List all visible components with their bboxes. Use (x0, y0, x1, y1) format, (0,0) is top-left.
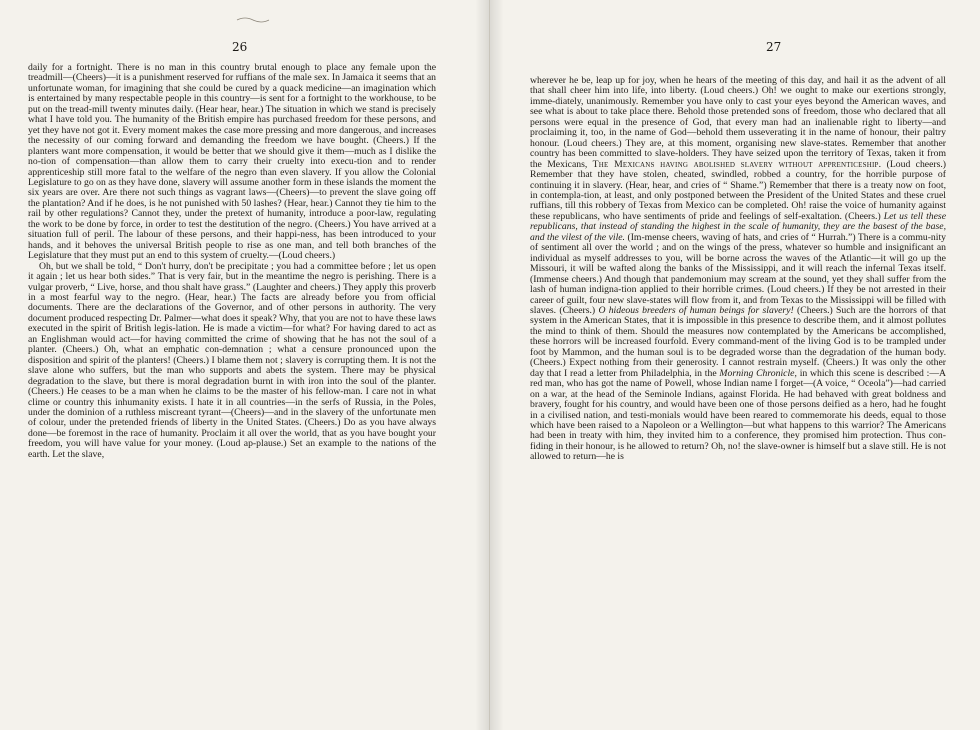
paragraph: daily for a fortnight. There is no man in this country brutal enough to place any female upon the treadmill—(Cheers)—it is a punishment reserved for ruffians of the male sex. In Jamaica it seems that an unfortunate woman, for imagining that she could be cured by a quack medicine—an imagination which is entertained by many respectable people in this country—is sent for a fortnight to the workhouse, to be put on the tread-mill twenty minutes daily. (Hear hear, hear.) The situation in which we stand is precisely what I have told you. The humanity of the British empire has purchased freedom for these persons, and yet they have not got it. Every moment makes the case more pressing and more dangerous, and increases the necessity of our coming forward and demanding the freedom we have bought. (Cheers.) If the planters want more compensation, it would be better that we should give it them—much as I dislike the no-tion of compensation—than allow them to carry their cruelty into execu-tion and to render apprenticeship still more fatal to the welfare of the negro than even slavery. If you allow the Colonial Legislature to go on as they have done, slavery will assume another form in these islands the moment the six years are over. Are there not such things as vagrant laws—(Cheers)—to prevent the slave going off the plantation? And if he does, is he not punished with 50 lashes? (Hear, hear.) Cannot they tie him to the rail by other regulations? Cannot they, under the pretext of humanity, introduce a poor-law, regulating the work to be done by force, in order to test the destitution of the negro. (Cheers.) You have arrived at a situation full of peril. The labour of these persons, and their happi-ness, has been introduced to your hands, and it behoves the universal British people to rise as one man, and tell both branches of the Legislature that they must put an end to this system of cruelty.—(Loud cheers.) (28, 62, 436, 262)
text-run: wherever he be, leap up for joy, when he hears of the meeting of this day, and hail it as the advent of all that shall cheer him into life, into liberty. (Loud cheers.) Oh! we ought to make our exertions strongly, imme-diately, unanimously. Remember you have only to cast your eyes beyond the American waves, and see what is about to take place there. Behold those pretended sons of freedom, those who declared that all persons were equal in the presence of God, that every man had an inalienable right to liberty—and proclaiming it, too, in the name of God—behold them usseverating it in the name of honour, their paltry honour. (Loud cheers.) They are, at this moment, organising new slave-states. Remember that another country has been committed to slave-holders. They have seized upon the territory of Texas, taken it from the Mexicans, (530, 75, 946, 170)
page-number: 26 (232, 40, 248, 54)
small-caps-text: The Mexicans having abolished slavery without apprenticeship. (592, 158, 882, 170)
text-run: in which this scene is described :—A red man, who has got the name of Powell, whose Indian name I forget—(A voice, “ Oceola”)—had carried on a war, at the head of the Seminole Indians, against Florida. He had behaved with great boldness and bravery, fought for his country, and would have been one of those persons deified as a hero, had he fought in a civilised nation, and testi-monials would have been reared to commemorate his deeds, equal to those which have been raised to a Napoleon or a Wellington—but what happens to this warrior? The Americans had been in treaty with him, they invited him to a conference, they promised him protection. Thus con-fiding in their honour, is he allowed to return? Oh, no! the slave-owner is himself but a slave still. He is not allowed to return—he is (530, 367, 947, 463)
italic-text: Morning Chronicle, (719, 367, 797, 379)
italic-text: Let us tell these republicans, that instead of standing the highest in the scale of humanity, they are the basest of the base, and the vilest of the vile. (530, 210, 946, 243)
right-page-text (530, 76, 946, 463)
text-run: (Loud cheers.) Remember that they have stolen, cheated, swindled, robbed a country, for the horrible purpose of continuing it in slavery. (Hear, hear, and cries of “ Shame.”) Remember that there is a treaty now on foot, in contempla-tion, at least, and only postponed between the President of the United States and these cruel ruffians, till this robbery of Texas from Mexico can be completed. Oh! raise the voice of humanity against these republicans, who have sentiments of pride and feelings of self-exaltation. (Cheers.) (530, 158, 947, 222)
ornament-flourish (236, 16, 270, 24)
text-run: (Cheers.) Such are the horrors of that system in the American States, that it is impossible in this presence to describe them, and it almost pollutes the mind to think of them. Should the measures now contemplated by the Americans be accomplished, these horrors will be increased fourfold. Every command-ment of the living God is to be trampled under foot by Mammon, and the human soul is to be degraded worse than the degradation of the human body. (Cheers.) Expect nothing from their generosity. I cannot restrain myself. (Cheers.) It was only the other day that I read a letter from Philadelphia, in the (530, 304, 947, 379)
left-page-text (28, 63, 436, 460)
right-page (490, 0, 980, 730)
paragraph (530, 76, 946, 463)
paragraph: Oh, but we shall be told, “ Don't hurry, don't be precipitate ; you had a committee before ; let us open it again ; let us hear both sides.” That is very fair, but in the meantime the negro is perishing. There is a vulgar proverb, “ Live, horse, and thou shalt have grass.” (Laughter and cheers.) They apply this proverb in a most fearful way to the negro. (Hear, hear.) The facts are already before you from official documents. There are the declarations of the Governor, and of other persons in authority. The very document produced respecting Dr. Palmer—what does it speak? Why, that you are not to have these laws executed in the spirit of British legis-lation. He is made a victim—for what? For having dared to act as an Englishman would act—for having committed the crime of showing that he has not the soul of a planter. (Cheers.) Oh, what an emphatic con-demnation ; what a censure pronounced upon the disposition and spirit of the planters! (Cheers.) I blame them not ; slavery is corrupting them. It is not the slave alone who suffers, but the man who supports and abets the system. There may be physical degradation to the slave, but there is moral degradation burnt in with iron into the soul of the planter. (Cheers.) He ceases to be a man when he claims to be the master of his fellow-man. I care not in what clime or country this inhumanity exists. I hate it in all countries—in the serfs of Russia, in the Poles, under the dominion of a ruthless miscreant tyrant—(Cheers)—and in the slavery of the unfortunate men of colour, under the pretended friends of liberty in the United States. (Cheers.) Do as you have always done—be foremost in the race of humanity. Proclaim it all over the world, that as you have bought your freedom, you will have value for your money. (Loud ap-plause.) Set an example to the nations of the earth. Let the slave, (28, 260, 436, 460)
italic-text: O hideous breeders of human beings for slavery! (598, 304, 794, 316)
gutter-shadow (490, 0, 504, 730)
text-run: (Im-mense cheers, waving of hats, and cries of “ Hurrah.”) There is a commu-nity of sentiment all over the world ; and on the wings of the press, whatever so humble and insignificant an individual as myself addresses to you, will be borne across the waves of the Atlantic—it will go up the Missouri, it will be wafted along the banks of the Mississippi, and it will reach the infernal Texas itself. (Immense cheers.) And though that pandemonium may scream at the sound, yet they shall suffer from the lash of human indigna-tion applied to their horrible crimes. (Loud cheers.) If they be not arrested in their career of guilt, four new slave-states will flow from it, and from Texas to the Mississippi will be filled with slaves. (Cheers.) (530, 231, 946, 316)
page-number: 27 (766, 40, 782, 54)
gutter-shadow (475, 0, 489, 730)
